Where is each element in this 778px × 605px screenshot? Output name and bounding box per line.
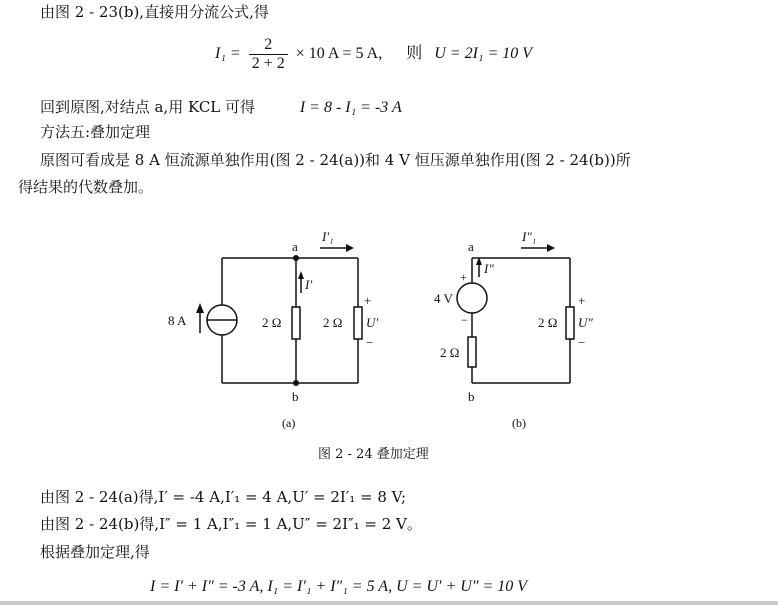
fig-b-node-a: a bbox=[468, 239, 474, 254]
fig-a-node-a: a bbox=[292, 239, 298, 254]
fig-b-source-label: 4 V bbox=[434, 291, 453, 306]
eq-i1: I₁ = bbox=[215, 45, 241, 63]
node-a-dot bbox=[293, 255, 299, 261]
equation-current-divider bbox=[215, 36, 532, 80]
voltage-source-4v-symbol bbox=[457, 283, 487, 313]
fig-b-sublabel: (b) bbox=[512, 416, 526, 430]
fig-b-r2-label: 2 Ω bbox=[538, 315, 558, 330]
resistor-a1 bbox=[292, 307, 300, 339]
resistor-b2 bbox=[566, 307, 574, 339]
fig-a-source-label: 8 A bbox=[168, 313, 187, 328]
fig-a-current-label: I′₁ bbox=[322, 229, 334, 244]
eq-voltage: U = 2I₁ = 10 V bbox=[434, 45, 533, 63]
eq-rest: × 10 A = 5 A, bbox=[295, 45, 383, 63]
paragraph-superposition-1: 原图可看成是 8 A 恒流源单独作用(图 2 - 24(a))和 4 V 恒压源单独作用(图 2 - 24(b))所 bbox=[40, 151, 631, 169]
node-b-dot bbox=[293, 380, 299, 386]
fig-a-voltage: U′ bbox=[366, 315, 379, 330]
figure-caption: 图 2 - 24 叠加定理 bbox=[318, 447, 429, 462]
fig-b-minus: − bbox=[578, 335, 586, 350]
fig-b-r1-label: 2 Ω bbox=[440, 345, 460, 360]
fig-a-r1-label: 2 Ω bbox=[262, 315, 282, 330]
fig-a-sublabel: (a) bbox=[282, 416, 296, 430]
fraction-numerator: 2 bbox=[249, 36, 288, 55]
fig-a-plus: + bbox=[364, 293, 372, 308]
eq-then: 则 bbox=[406, 45, 423, 63]
fraction bbox=[249, 36, 288, 73]
fig-b-branch-current: I″ bbox=[484, 261, 494, 276]
fig-b-voltage: U″ bbox=[578, 315, 593, 330]
fig-b-plus: + bbox=[578, 293, 586, 308]
fraction-denominator: 2 + 2 bbox=[251, 55, 285, 72]
fig-b-source-minus: − bbox=[461, 313, 468, 327]
superposition-conclusion: 根据叠加定理,得 bbox=[40, 543, 150, 561]
paragraph-kcl bbox=[40, 97, 402, 118]
kcl-text: 回到原图,对结点 a,用 KCL 可得 bbox=[40, 98, 256, 116]
fig-a-branch-current: I′ bbox=[305, 277, 313, 292]
fig-b-node-b: b bbox=[468, 389, 475, 404]
resistor-a2 bbox=[354, 307, 362, 339]
kcl-equation: I = 8 - I₁ = -3 A bbox=[299, 99, 402, 116]
result-fig-a: 由图 2 - 24(a)得,I′ = -4 A,I′₁ = 4 A,U′ = 2I′₁ = 8 V; bbox=[40, 488, 407, 506]
fig-b-source-plus: + bbox=[460, 270, 467, 284]
fig-a-r2-label: 2 Ω bbox=[323, 315, 343, 330]
paragraph-superposition-2: 得结果的代数叠加。 bbox=[18, 178, 154, 196]
resistor-b1 bbox=[468, 337, 476, 367]
final-equation: I = I′ + I″ = -3 A, I₁ = I′₁ + I″₁ = 5 A, U = U′ + U″ = 10 V bbox=[150, 578, 528, 595]
circuit-figure bbox=[0, 215, 778, 455]
fig-b-current-label: I″₁ bbox=[522, 229, 537, 244]
bottom-scroll-edge bbox=[0, 601, 778, 605]
result-fig-b: 由图 2 - 24(b)得,I″ = 1 A,I″₁ = 1 A,U″ = 2I″₁ = 2 V。 bbox=[40, 515, 422, 533]
fig-a-minus: − bbox=[366, 335, 374, 350]
method-five-heading: 方法五:叠加定理 bbox=[40, 123, 151, 141]
paragraph-shunt-formula: 由图 2 - 23(b),直接用分流公式,得 bbox=[40, 3, 269, 21]
fig-a-node-b: b bbox=[292, 389, 299, 404]
